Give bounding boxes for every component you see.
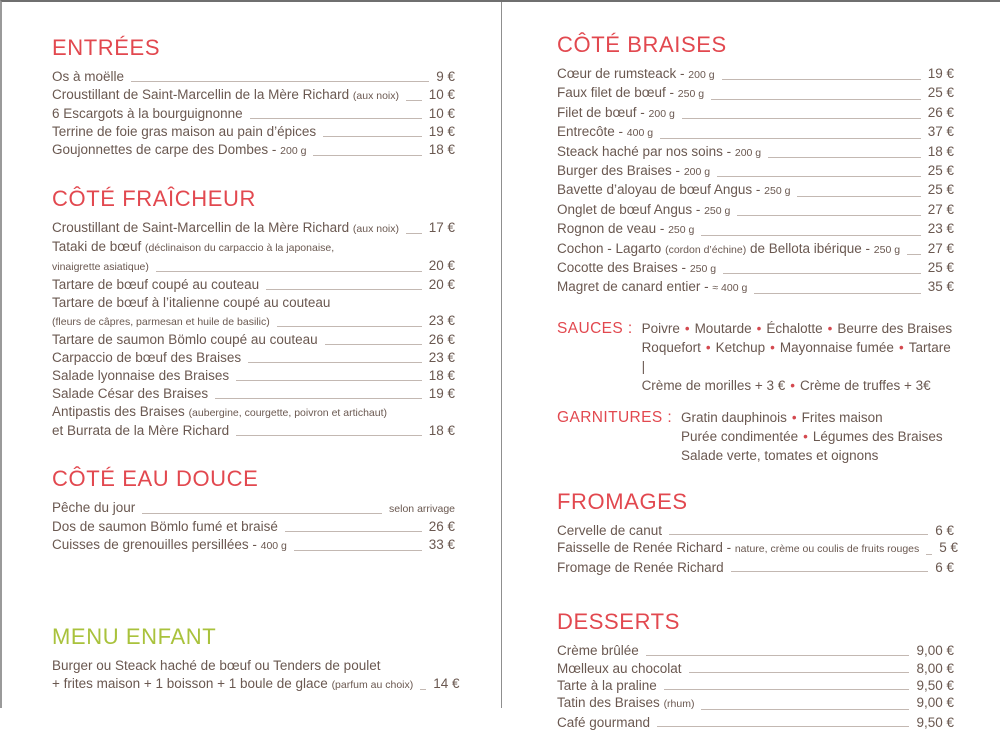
menu-section-sauces (557, 319, 954, 395)
item-line-first (52, 238, 455, 257)
item-price: 25 € (927, 182, 954, 198)
item-price: 9,00 € (916, 643, 954, 659)
menu-item (557, 694, 954, 713)
item-price: 23 € (428, 313, 455, 328)
leader-line (689, 671, 910, 673)
item-line-priced (52, 499, 455, 518)
item-line-priced (557, 123, 954, 142)
item-line-priced (52, 422, 455, 440)
menu-item (52, 123, 455, 141)
item-name-group (557, 714, 650, 731)
item-line-priced (557, 65, 954, 84)
leader-line (664, 688, 910, 690)
item-name: Tatin des Braises (557, 695, 664, 711)
item-name-group (557, 522, 662, 539)
menu-item (557, 559, 954, 576)
item-price: 17 € (428, 220, 455, 235)
item-price: 10 € (428, 106, 455, 121)
item-line-priced (557, 104, 954, 123)
item-name: Terrine de foie gras maison au pain d’épices (52, 124, 317, 139)
item-name: Crème brûlée (557, 643, 639, 659)
item-line-priced (52, 105, 455, 123)
item-line-priced (52, 349, 455, 367)
bullet-separator: • (705, 339, 711, 355)
options-lines (681, 408, 943, 465)
leader-line (646, 654, 910, 656)
item-line-priced (52, 86, 455, 105)
leader-line (657, 725, 909, 727)
item-detail: 200 g (683, 166, 711, 179)
item-price: 6 € (935, 559, 954, 575)
item-detail: 250 g (677, 88, 705, 101)
bullet-separator: • (684, 320, 690, 336)
menu-section-entrees (52, 36, 455, 160)
bullet-separator: • (790, 377, 795, 393)
item-name: Faisselle de Renée Richard - (557, 540, 735, 556)
item-price: 18 € (927, 143, 954, 159)
item-line-priced (557, 84, 954, 103)
leader-line (236, 434, 422, 436)
item-price: 27 € (927, 201, 954, 217)
item-name: Os à moëlle (52, 69, 125, 84)
options-line: Salade verte, tomates et oignons (681, 447, 879, 463)
menu-item (52, 657, 460, 694)
section-title-menu-enfant: MENU ENFANT (52, 624, 217, 649)
menu-item (52, 105, 455, 123)
item-price: 8,00 € (916, 660, 954, 676)
item-name: + frites maison + 1 boisson + 1 boule de glace (52, 676, 332, 691)
options-line: Purée condimentée • Légumes des Braises (681, 428, 943, 444)
menu-item (52, 331, 455, 349)
section-label-sauces: SAUCES : (557, 319, 633, 337)
item-line-priced (557, 181, 954, 200)
item-price: 6 € (935, 522, 954, 538)
item-price: 26 € (428, 519, 455, 534)
item-detail: vinaigrette asiatique) (52, 261, 149, 273)
menu-item (557, 181, 954, 200)
item-line-priced (557, 278, 954, 297)
leader-line (907, 253, 921, 255)
item-price: 5 € (939, 540, 959, 556)
leader-line (266, 288, 422, 290)
menu-item (557, 201, 954, 220)
leader-line (669, 533, 928, 535)
menu-item (557, 104, 954, 123)
item-detail: ≈ 400 g (712, 282, 748, 295)
item-detail: 200 g (648, 107, 675, 120)
item-name: Tataki de bœuf (52, 239, 146, 254)
menu-item (52, 141, 455, 160)
leader-line (737, 214, 920, 216)
item-price: 26 € (927, 104, 954, 120)
menu-item (557, 220, 954, 239)
item-detail: 250 g (873, 243, 901, 256)
menu-section-desserts (557, 610, 954, 731)
item-price: 23 € (927, 221, 954, 237)
item-name-group (52, 105, 243, 123)
section-title-entrees: ENTRÉES (52, 35, 161, 60)
item-name-group (557, 694, 694, 713)
leader-line (250, 117, 422, 119)
leader-line (406, 232, 422, 234)
item-line-priced (557, 201, 954, 220)
item-name: Tartare de bœuf coupé au couteau (52, 277, 260, 292)
item-line-priced (557, 714, 954, 731)
item-name-group (557, 162, 710, 181)
item-name: Onglet de bœuf Angus - (557, 201, 705, 217)
item-name-group (52, 385, 208, 403)
item-name-group (557, 123, 653, 142)
menu-section-menu-enfant (52, 624, 460, 694)
menu-item (557, 714, 954, 731)
item-name-group (557, 143, 761, 162)
item-line-priced (557, 539, 959, 558)
item-line-priced (557, 694, 954, 713)
item-name: Dos de saumon Bömlo fumé et braisé (52, 519, 278, 534)
item-price: 19 € (927, 66, 954, 81)
menu-section-cote-eau-douce (52, 467, 455, 555)
item-price: 9,50 € (916, 677, 954, 693)
section-title-fromages: FROMAGES (557, 488, 688, 514)
item-detail: 200 g (688, 69, 715, 81)
item-price: 20 € (428, 258, 455, 273)
leader-line (768, 156, 921, 158)
item-price: 25 € (927, 85, 954, 101)
item-name: Tarte à la praline (557, 677, 657, 693)
menu-item (557, 278, 954, 297)
item-name-group (52, 68, 124, 86)
item-name-group (52, 141, 306, 160)
item-name: Cervelle de canut (557, 522, 663, 538)
item-name: Tartare de bœuf à l’italienne coupé au couteau (52, 295, 331, 310)
item-name: Faux filet de bœuf - (557, 85, 678, 101)
menu-item (52, 349, 455, 367)
item-name: Fromage de Renée Richard (557, 559, 724, 575)
menu-item (52, 276, 455, 294)
item-detail: (parfum au choix) (331, 679, 414, 691)
leader-line (723, 272, 921, 274)
item-name: Carpaccio de bœuf des Braises (52, 350, 242, 365)
item-name: Croustillant de Saint-Marcellin de la Mère Richard (52, 87, 353, 102)
item-name: Café gourmand (557, 714, 651, 730)
section-title-cote-eau-douce: CÔTÉ EAU DOUCE (52, 466, 259, 491)
menu-item (557, 660, 954, 677)
leader-line (285, 530, 422, 532)
menu-section-garnitures (557, 408, 954, 465)
item-detail: (aubergine, courgette, poivron et artichaut) (188, 407, 388, 419)
item-name-group (557, 677, 657, 694)
item-name-group (52, 257, 149, 276)
item-price: 23 € (428, 350, 455, 365)
item-detail: (rhum) (663, 698, 695, 711)
leader-line (701, 234, 920, 236)
item-name: de Bellota ibérique - (746, 240, 874, 256)
item-line-priced (557, 522, 954, 539)
item-name: Salade César des Braises (52, 386, 209, 401)
options-lines (642, 319, 954, 395)
leader-line (294, 549, 422, 551)
leader-line (236, 379, 422, 381)
item-name: Croustillant de Saint-Marcellin de la Mère Richard (52, 220, 353, 235)
item-name-group (557, 559, 724, 576)
options-line: Gratin dauphinois • Frites maison (681, 409, 883, 425)
menu-item (52, 403, 455, 440)
item-line-priced (52, 219, 455, 238)
item-name: Burger des Braises - (557, 163, 684, 179)
item-name-group (557, 642, 639, 659)
item-detail: (déclinaison du carpaccio à la japonaise, (145, 242, 335, 254)
item-name: 6 Escargots à la bourguignonne (52, 106, 243, 121)
item-name-group (557, 660, 682, 677)
options-block-sauces (557, 319, 954, 395)
item-line-first (52, 657, 455, 675)
menu-item (557, 642, 954, 659)
item-name-group (52, 219, 399, 238)
item-detail: 400 g (626, 127, 654, 140)
item-line-priced (52, 68, 455, 86)
item-name-group (52, 276, 259, 294)
item-name-group (52, 499, 135, 517)
item-name: Entrecôte - (557, 124, 627, 140)
menu-section-cote-fraicheur (52, 187, 455, 440)
item-price: 27 € (927, 240, 954, 256)
bullet-separator: • (791, 409, 797, 425)
item-price: 9,00 € (916, 695, 954, 711)
leader-line (717, 175, 921, 177)
menu-column-right (502, 2, 1002, 730)
menu-item (52, 518, 455, 536)
item-detail: 200 g (280, 145, 307, 157)
menu-item (52, 536, 455, 555)
item-detail: nature, crème ou coulis de fruits rouges (734, 543, 920, 556)
item-name: Cœur de rumsteack - (557, 66, 689, 81)
item-name: Cochon - Lagarto (557, 240, 666, 256)
menu-item (52, 367, 455, 385)
item-line-priced (52, 312, 455, 331)
item-name-group (52, 367, 229, 385)
item-price: 9,50 € (916, 714, 954, 730)
leader-line (323, 135, 422, 137)
item-line-priced (52, 536, 455, 555)
item-line-priced (52, 385, 455, 403)
menu-item (557, 539, 959, 558)
item-price: 20 € (428, 277, 455, 292)
item-detail: 250 g (764, 185, 791, 198)
item-price: 37 € (927, 124, 954, 140)
item-price: 18 € (428, 423, 455, 438)
leader-line (660, 137, 921, 139)
item-price: 25 € (927, 260, 954, 276)
item-line-priced (557, 642, 954, 659)
section-label-garnitures: GARNITURES : (557, 408, 673, 426)
item-line-priced (52, 367, 455, 385)
menu-item (557, 65, 954, 84)
item-name-group (557, 278, 747, 297)
item-name-group (557, 181, 790, 200)
item-line-first (52, 294, 455, 312)
leader-line (797, 195, 920, 197)
item-name-group (52, 518, 278, 536)
item-name: Antipastis des Braises (52, 404, 189, 419)
item-price: 19 € (428, 124, 455, 139)
menu-item (557, 143, 954, 162)
leader-line (131, 80, 429, 82)
item-name-group (52, 536, 287, 555)
leader-line (325, 343, 422, 345)
item-name-group (52, 331, 318, 349)
menu-item (557, 677, 954, 694)
item-name-group (52, 86, 399, 105)
item-name-group (52, 675, 413, 694)
item-price: 10 € (428, 87, 455, 102)
item-name: Goujonnettes de carpe des Dombes - (52, 142, 281, 157)
item-price: 33 € (428, 537, 455, 552)
leader-line (722, 78, 921, 80)
leader-line (313, 154, 421, 156)
item-name-group (52, 123, 316, 141)
item-detail: (aux noix) (352, 223, 399, 235)
item-price: 19 € (428, 386, 455, 401)
item-detail: 250 g (689, 263, 717, 276)
item-name: Pêche du jour (52, 500, 136, 515)
options-block-garnitures (557, 408, 954, 465)
item-line-priced (52, 518, 455, 536)
item-price: 14 € (433, 676, 460, 691)
item-name: Filet de bœuf - (557, 104, 649, 120)
leader-line (406, 99, 422, 101)
menu-item (557, 162, 954, 181)
leader-line (926, 553, 932, 555)
item-name-group (557, 201, 730, 220)
menu-item (557, 522, 954, 539)
item-name: Rognon de veau - (557, 221, 669, 237)
item-name: Cocotte des Braises - (557, 260, 690, 276)
menu-item (52, 499, 455, 518)
bullet-separator: • (827, 320, 833, 336)
menu-item (52, 385, 455, 403)
leader-line (420, 688, 426, 690)
bullet-separator: • (756, 320, 762, 336)
item-price: 18 € (428, 368, 455, 383)
menu-section-cote-braises (557, 33, 954, 298)
item-line-priced (52, 276, 455, 294)
item-name-group (52, 349, 241, 367)
item-name: Burger ou Steack haché de bœuf ou Tenders de poulet (52, 658, 381, 673)
leader-line (277, 325, 422, 327)
item-detail: 400 g (260, 540, 287, 552)
options-line: Poivre • Moutarde • Échalotte • Beurre des Braises (641, 320, 953, 336)
item-line-priced (557, 220, 954, 239)
menu-item (557, 259, 954, 278)
item-name-group (557, 259, 716, 278)
item-name: Magret de canard entier - (557, 279, 713, 295)
section-title-cote-braises: CÔTÉ BRAISES (557, 32, 727, 57)
item-detail: (fleurs de câpres, parmesan et huile de basilic) (52, 316, 270, 328)
item-line-priced (52, 331, 455, 349)
leader-line (215, 397, 422, 399)
menu-item (52, 294, 455, 331)
item-line-priced (52, 141, 455, 160)
menu-item (52, 219, 455, 238)
menu-item (557, 123, 954, 142)
leader-line (682, 117, 921, 119)
item-price: 25 € (927, 163, 954, 179)
item-name: Salade lyonnaise des Braises (52, 368, 230, 383)
item-line-priced (557, 677, 954, 694)
bullet-separator: • (803, 428, 808, 444)
item-detail: 250 g (704, 204, 731, 217)
item-name: Steack haché par nos soins - (557, 143, 735, 159)
item-line-first (52, 403, 455, 422)
menu-item (52, 238, 455, 276)
item-line-priced (557, 259, 954, 278)
item-name-group (52, 422, 229, 440)
item-line-priced (557, 143, 954, 162)
menu-column-left (2, 2, 501, 708)
item-price: 18 € (428, 142, 455, 157)
item-name: Mœlleux au chocolat (557, 660, 682, 676)
item-name: Cuisses de grenouilles persillées - (52, 537, 261, 552)
item-name: et Burrata de la Mère Richard (52, 423, 230, 438)
item-line-priced (557, 162, 954, 181)
item-detail: 250 g (668, 224, 695, 237)
leader-line (731, 570, 929, 572)
item-name-group (557, 65, 715, 84)
item-line-priced (557, 559, 954, 576)
leader-line (156, 270, 422, 272)
item-name-group (557, 220, 694, 239)
item-name-group (52, 312, 270, 331)
item-detail: 200 g (734, 146, 762, 159)
item-name: Bavette d’aloyau de bœuf Angus - (557, 182, 765, 198)
leader-line (248, 361, 422, 363)
item-line-priced (557, 660, 954, 677)
item-price: selon arrivage (389, 503, 455, 515)
item-name: Tartare de saumon Bömlo coupé au couteau (52, 332, 318, 347)
item-line-priced (52, 257, 455, 276)
item-price: 26 € (428, 332, 455, 347)
item-line-priced (557, 240, 954, 259)
leader-line (711, 98, 921, 100)
item-detail: (cordon d’échine) (665, 243, 747, 256)
bullet-separator: • (770, 339, 775, 355)
options-line: Roquefort • Ketchup • Mayonnaise fumée • Tartare | (641, 339, 951, 374)
item-price: 35 € (927, 279, 954, 295)
menu-item (52, 68, 455, 86)
menu-item (557, 84, 954, 103)
item-line-priced (52, 123, 455, 141)
bullet-separator: • (898, 339, 904, 355)
item-line-priced (52, 675, 460, 694)
options-line: Crème de morilles + 3 € • Crème de truffes + 3€ (641, 377, 931, 393)
menu-section-fromages (557, 488, 959, 576)
menu-item (557, 240, 954, 259)
menu-item (52, 86, 455, 105)
item-name-group (557, 539, 919, 558)
leader-line (754, 292, 920, 294)
leader-line (142, 512, 382, 514)
item-name-group (557, 104, 675, 123)
section-title-desserts: DESSERTS (557, 609, 680, 635)
item-name-group (557, 240, 900, 259)
leader-line (701, 708, 909, 710)
item-price: 9 € (436, 69, 455, 84)
item-detail: (aux noix) (352, 90, 399, 102)
section-title-cote-fraicheur: CÔTÉ FRAÎCHEUR (52, 186, 256, 211)
item-name-group (557, 84, 704, 103)
